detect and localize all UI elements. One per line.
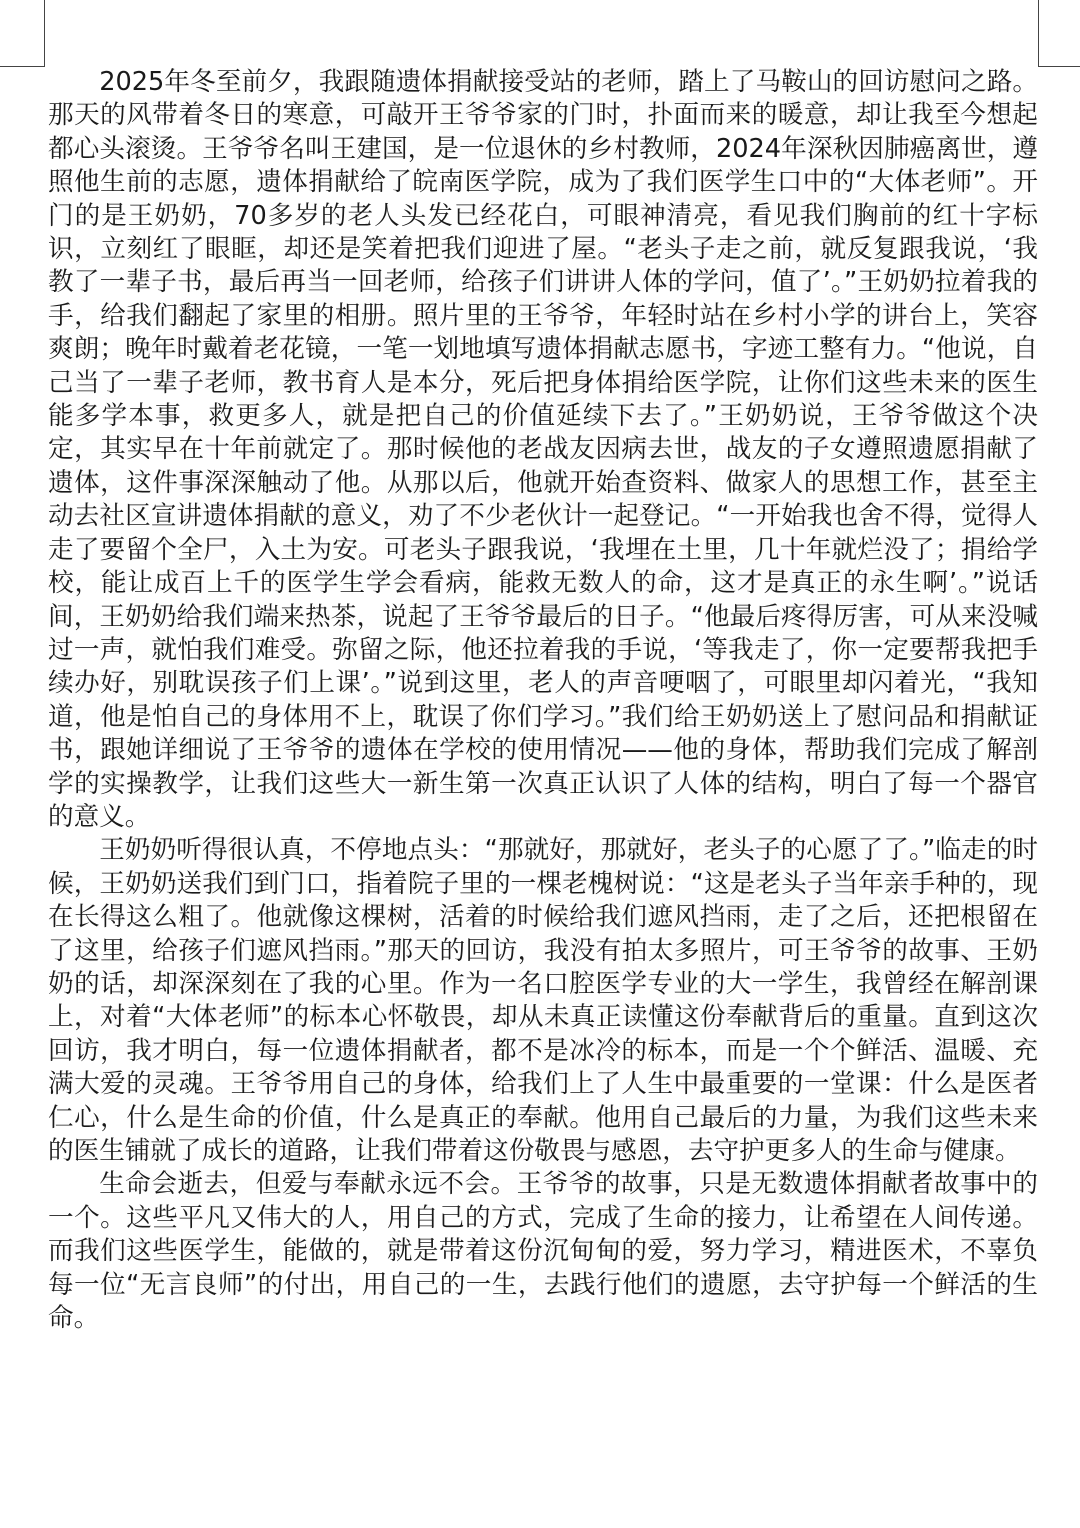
paragraph: 2025年冬至前夕，我跟随遗体捐献接受站的老师，踏上了马鞍山的回访慰问之路。那天的风带着冬日的寒意，可敲开王爷爷家的门时，扑面而来的暖意，却让我至今想起都心头滚烫。王爷爷名叫王建国，是一位退休的乡村教师，2024年深秋因肺癌离世，遵照他生前的志愿，遗体捐献给了皖南医学院，成为了我们医学生口中的“大体老师”。开门的是王奶奶，70多岁的老人头发已经花白，可眼神清亮，看见我们胸前的红十字标识，立刻红了眼眶，却还是笑着把我们迎进了屋。“老头子走之前，就反复跟我说，‘我教了一辈子书，最后再当一回老师，给孩子们讲讲人体的学问，值了’。”王奶奶拉着我的手，给我们翻起了家里的相册。照片里的王爷爷，年轻时站在乡村小学的讲台上，笑容爽朗；晚年时戴着老花镜，一笔一划地填写遗体捐献志愿书，字迹工整有力。“他说，自己当了一辈子老师，教书育人是本分，死后把身体捐给医学院，让你们这些未来的医生能多学本事，救更多人，就是把自己的价值延续下去了。”王奶奶说，王爷爷做这个决定，其实早在十年前就定了。那时候他的老战友因病去世，战友的子女遵照遗愿捐献了遗体，这件事深深触动了他。从那以后，他就开始查资料、做家人的思想工作，甚至主动去社区宣讲遗体捐献的意义，劝了不少老伙计一起登记。“一开始我也舍不得，觉得人走了要留个全尸，入土为安。可老头子跟我说，‘我埋在土里，几十年就烂没了；捐给学校，能让成百上千的医学生学会看病，能救无数人的命，这才是真正的永生啊’。”说话间，王奶奶给我们端来热茶，说起了王爷爷最后的日子。“他最后疼得厉害，可从来没喊过一声，就怕我们难受。弥留之际，他还拉着我的手说，‘等我走了，你一定要帮我把手续办好，别耽误孩子们上课’。”说到这里，老人的声音哽咽了，可眼里却闪着光，“我知道，他是怕自己的身体用不上，耽误了你们学习。”我们给王奶奶送上了慰问品和捐献证书，跟她详细说了王爷爷的遗体在学校的使用情况——他的身体，帮助我们完成了解剖学的实操教学，让我们这些大一新生第一次真正认识了人体的结构，明白了每一个器官的意义。 bbox=[48, 67, 1038, 832]
paragraph: 王奶奶听得很认真，不停地点头：“那就好，那就好，老头子的心愿了了。”临走的时候，王奶奶送我们到门口，指着院子里的一棵老槐树说：“这是老头子当年亲手种的，现在长得这么粗了。他就像这棵树，活着的时候给我们遮风挡雨，走了之后，还把根留在了这里，给孩子们遮风挡雨。”那天的回访，我没有拍太多照片，可王爷爷的故事、王奶奶的话，却深深刻在了我的心里。作为一名口腔医学专业的大一学生，我曾经在解剖课上，对着“大体老师”的标本心怀敬畏，却从未真正读懂这份奉献背后的重量。直到这次回访，我才明白，每一位遗体捐献者，都不是冰冷的标本，而是一个个鲜活、温暖、充满大爱的灵魂。王爷爷用自己的身体，给我们上了人生中最重要的一堂课：什么是医者仁心，什么是生命的价值，什么是真正的奉献。他用自己最后的力量，为我们这些未来的医生铺就了成长的道路，让我们带着这份敬畏与感恩，去守护更多人的生命与健康。 bbox=[48, 835, 1038, 1166]
paragraph: 生命会逝去，但爱与奉献永远不会。王爷爷的故事，只是无数遗体捐献者故事中的一个。这些平凡又伟大的人，用自己的方式，完成了生命的接力，让希望在人间传递。而我们这些医学生，能做的，就是带着这份沉甸甸的爱，努力学习，精进医术，不辜负每一位“无言良师”的付出，用自己的一生，去践行他们的遗愿，去守护每一个鲜活的生命。 bbox=[48, 1169, 1038, 1334]
crop-mark-top-left bbox=[0, 0, 45, 67]
crop-mark-top-right bbox=[1038, 0, 1080, 67]
document-body bbox=[48, 66, 1038, 1335]
